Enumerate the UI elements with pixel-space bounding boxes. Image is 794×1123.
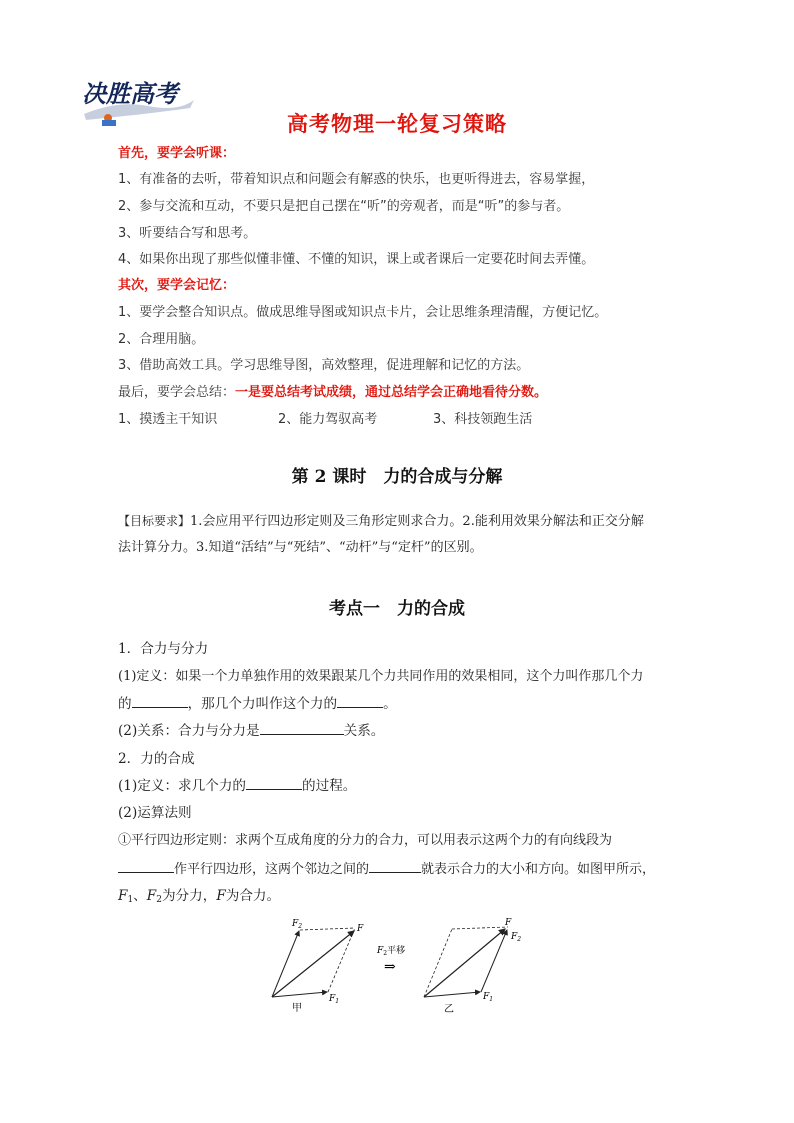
text-fragment: 为分力， xyxy=(161,888,217,904)
vector-f1 xyxy=(424,992,480,997)
subheading: 1．合力与分力 xyxy=(118,641,209,657)
listen-heading: 首先，要学会听课： xyxy=(118,146,236,161)
text-fragment: 、 xyxy=(133,888,147,904)
listen-item: 3、听要结合写和思考。 xyxy=(118,226,257,241)
text-fragment: 的 xyxy=(118,696,132,712)
rule-heading: (2)运算法则 xyxy=(118,805,192,821)
dashed-edge xyxy=(328,928,355,992)
summary-item: 3、科技领跑生活 xyxy=(433,412,533,427)
goal-label: 【目标要求】 xyxy=(118,514,191,528)
memory-item: 3、借助高效工具。学习思维导图，高效整理，促进理解和记忆的方法。 xyxy=(118,358,530,373)
caption-yi: 乙 xyxy=(444,1004,454,1015)
text-fragment: 为合力。 xyxy=(225,888,281,904)
vector-f1 xyxy=(272,992,327,997)
fill-blank[interactable] xyxy=(246,777,302,790)
text-fragment: 的过程。 xyxy=(302,778,357,794)
diagram-yi xyxy=(424,918,521,1015)
label-f2: $F_2$ xyxy=(511,932,522,943)
force-symbol: F xyxy=(118,888,128,904)
text-fragment: ，那几个力叫作这个力的 xyxy=(187,696,338,712)
label-f1: $F_1$ xyxy=(329,994,340,1005)
text-fragment: 就表示合力的大小和方向。如图甲所示， xyxy=(421,862,656,877)
parallelogram-line-2 xyxy=(118,860,655,879)
goal-text-2: 法计算分力。3.知道“活结”与“死结”、“动杆”与“定杆”的区别。 xyxy=(118,540,483,555)
listen-item: 1、有准备的去听，带着知识点和问题会有解惑的快乐，也更听得进去，容易掌握， xyxy=(118,172,595,187)
fill-blank[interactable] xyxy=(260,722,344,735)
dashed-edge xyxy=(452,927,508,929)
fill-blank[interactable] xyxy=(369,860,421,873)
summary-highlight: 一是要总结考试成绩，通过总结学会正确地看待分数。 xyxy=(235,385,548,400)
translation-arrow xyxy=(376,944,405,975)
label-f: F xyxy=(357,924,364,934)
summary-line xyxy=(118,385,547,401)
vector-f xyxy=(272,931,354,997)
memory-item: 1、要学会整合知识点。做成思维导图或知识点卡片，会让思维条理清醒，方便记忆。 xyxy=(118,305,608,320)
label-f: F xyxy=(505,918,512,928)
text-fragment: (2)关系：合力与分力是 xyxy=(118,723,260,739)
definition-line-2 xyxy=(118,695,397,713)
arrow-label: $F_2$平移 xyxy=(377,946,406,957)
goal-line xyxy=(118,512,644,531)
parallelogram-line-3 xyxy=(118,887,280,909)
strategy-title: 高考物理一轮复习策略 xyxy=(287,112,507,136)
dashed-edge xyxy=(424,929,452,997)
text-fragment: 作平行四边形，这两个邻边之间的 xyxy=(174,862,370,877)
fill-blank[interactable] xyxy=(118,860,174,873)
point-title: 考点一 力的合成 xyxy=(329,599,465,619)
vector-f2 xyxy=(481,930,507,992)
summary-item: 2、能力驾驭高考 xyxy=(278,412,378,427)
definition-line xyxy=(118,777,356,795)
relation-line xyxy=(118,722,384,740)
fill-blank[interactable] xyxy=(337,695,383,708)
parallelogram-line: ①平行四边形定则：求两个互成角度的分力的合力，可以用表示这两个力的有向线段为 xyxy=(118,833,613,848)
label-f2: $F_2$ xyxy=(292,919,303,930)
memory-item: 2、合理用脑。 xyxy=(118,332,205,347)
force-symbol: F xyxy=(146,888,157,904)
logo-text: 决胜高考 xyxy=(82,79,178,108)
text-fragment: (1)定义：求几个力的 xyxy=(118,778,247,794)
fill-blank[interactable] xyxy=(132,695,188,708)
label-f1: $F_1$ xyxy=(483,992,494,1003)
memory-heading: 其次，要学会记忆： xyxy=(118,278,236,293)
force-symbol: F xyxy=(216,888,226,904)
definition-line: (1)定义：如果一个力单独作用的效果跟某几个力共同作用的效果相同，这个力叫作那几个力 xyxy=(118,669,644,684)
force-diagram xyxy=(262,915,542,1015)
subscript: 1 xyxy=(127,895,134,905)
summary-items xyxy=(118,412,532,428)
caption-jia: 甲 xyxy=(292,1003,302,1014)
listen-item: 2、参与交流和互动，不要只是把自己摆在“听”的旁观者，而是“听”的参与者。 xyxy=(118,199,570,214)
vector-f2 xyxy=(272,931,299,997)
diagram-jia xyxy=(272,919,364,1014)
dashed-edge xyxy=(300,928,355,930)
summary-prefix: 最后，要学会总结： xyxy=(118,385,236,400)
goal-text-1: 1.会应用平行四边形定则及三角形定则求合力。2.能利用效果分解法和正交分解 xyxy=(190,514,644,529)
subscript: 2 xyxy=(156,895,162,905)
listen-item: 4、如果你出现了那些似懂非懂、不懂的知识，课上或者课后一定要花时间去弄懂。 xyxy=(118,252,595,267)
lesson-title: 第 2 课时 力的合成与分解 xyxy=(291,467,503,487)
text-fragment: 关系。 xyxy=(343,723,385,739)
text-fragment: 。 xyxy=(383,696,397,712)
arrow-icon: ⇒ xyxy=(384,959,396,975)
summary-item: 1、摸透主干知识 xyxy=(118,412,218,427)
subheading: 2．力的合成 xyxy=(118,751,195,767)
